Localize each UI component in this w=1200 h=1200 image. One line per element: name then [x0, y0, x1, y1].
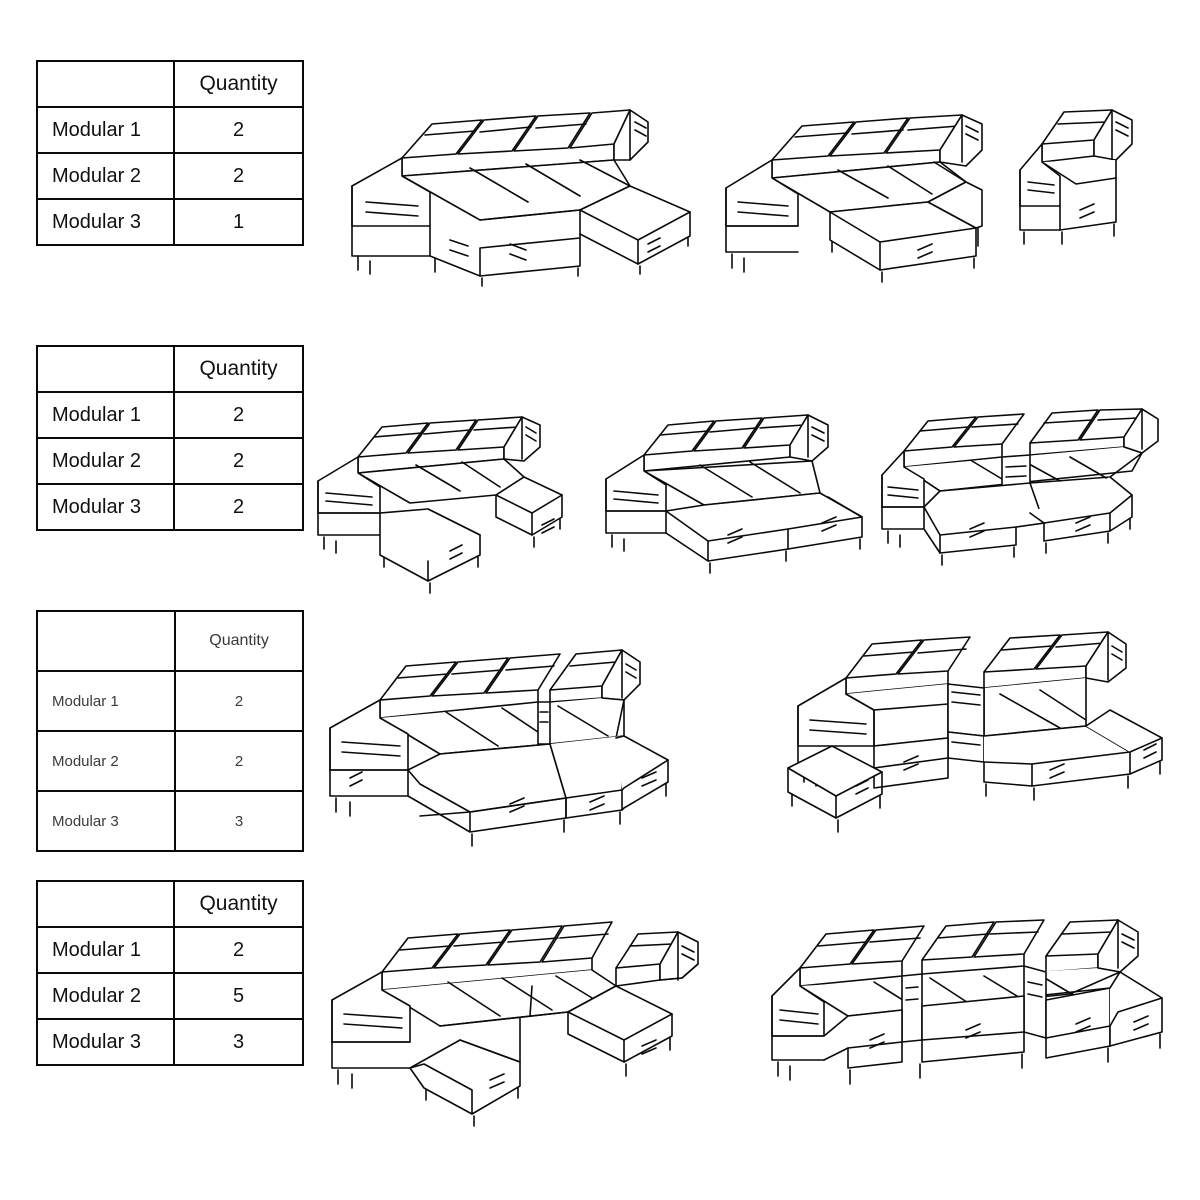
module-label: Modular 3 [37, 199, 174, 245]
figure-sectional-with-double-chaise [600, 383, 890, 573]
blank-header [37, 881, 174, 927]
figure-split-sectional-with-center-ottoman [770, 610, 1170, 845]
blank-header [37, 61, 174, 107]
module-label: Modular 3 [37, 791, 175, 851]
module-quantity: 3 [174, 1019, 303, 1065]
figure-full-pit-sectional [770, 890, 1190, 1120]
table-row [37, 153, 303, 199]
module-label: Modular 2 [37, 973, 174, 1019]
module-label: Modular 3 [37, 484, 174, 530]
table-row [37, 392, 303, 438]
module-label: Modular 3 [37, 1019, 174, 1065]
quantity-table-wrap-1 [0, 60, 300, 246]
figures-area-4 [300, 880, 1200, 1180]
module-quantity: 3 [175, 791, 303, 851]
quantity-table-wrap-3 [0, 610, 300, 852]
quantity-table-wrap-2 [0, 345, 300, 531]
table-row [37, 731, 303, 791]
quantity-header: Quantity [174, 61, 303, 107]
module-quantity: 2 [174, 484, 303, 530]
figures-area-1 [300, 60, 1200, 350]
blank-header [37, 611, 175, 671]
module-quantity: 2 [174, 107, 303, 153]
module-quantity: 1 [174, 199, 303, 245]
module-quantity: 2 [174, 392, 303, 438]
figure-extra-large-u-sectional [320, 890, 760, 1120]
table-row [37, 438, 303, 484]
module-label: Modular 1 [37, 927, 174, 973]
module-label: Modular 2 [37, 153, 174, 199]
figure-sofa-bed-layout [880, 383, 1170, 573]
configuration-row-4 [0, 880, 1200, 1180]
quantity-table-3 [36, 610, 304, 852]
module-quantity: 2 [174, 927, 303, 973]
module-quantity: 2 [174, 438, 303, 484]
figure-l-shaped-sectional-with-chaise [330, 80, 710, 290]
figure-large-u-shaped-sectional [320, 618, 740, 848]
figure-u-shaped-sectional-small [310, 385, 580, 585]
table-row [37, 1019, 303, 1065]
table-header-row [37, 881, 303, 927]
configuration-row-1 [0, 60, 1200, 350]
module-label: Modular 1 [37, 671, 175, 731]
module-label: Modular 2 [37, 438, 174, 484]
quantity-header: Quantity [174, 881, 303, 927]
table-row [37, 927, 303, 973]
quantity-table-1 [36, 60, 304, 246]
quantity-table-2 [36, 345, 304, 531]
quantity-header: Quantity [175, 611, 303, 671]
table-row [37, 671, 303, 731]
configuration-row-2 [0, 345, 1200, 625]
table-header-row [37, 611, 303, 671]
quantity-header: Quantity [174, 346, 303, 392]
module-quantity: 2 [175, 731, 303, 791]
blank-header [37, 346, 174, 392]
quantity-table-wrap-4 [0, 880, 300, 1066]
module-quantity: 5 [174, 973, 303, 1019]
figures-area-2 [300, 345, 1200, 625]
table-row [37, 107, 303, 153]
figure-sectional-with-ottoman-and-armchair [720, 80, 1150, 295]
table-header-row [37, 61, 303, 107]
figures-area-3 [300, 610, 1200, 890]
module-label: Modular 2 [37, 731, 175, 791]
quantity-table-4 [36, 880, 304, 1066]
configuration-row-3 [0, 610, 1200, 890]
module-quantity: 2 [175, 671, 303, 731]
table-row [37, 484, 303, 530]
module-label: Modular 1 [37, 392, 174, 438]
table-row [37, 199, 303, 245]
table-row [37, 791, 303, 851]
table-header-row [37, 346, 303, 392]
table-row [37, 973, 303, 1019]
module-label: Modular 1 [37, 107, 174, 153]
module-quantity: 2 [174, 153, 303, 199]
